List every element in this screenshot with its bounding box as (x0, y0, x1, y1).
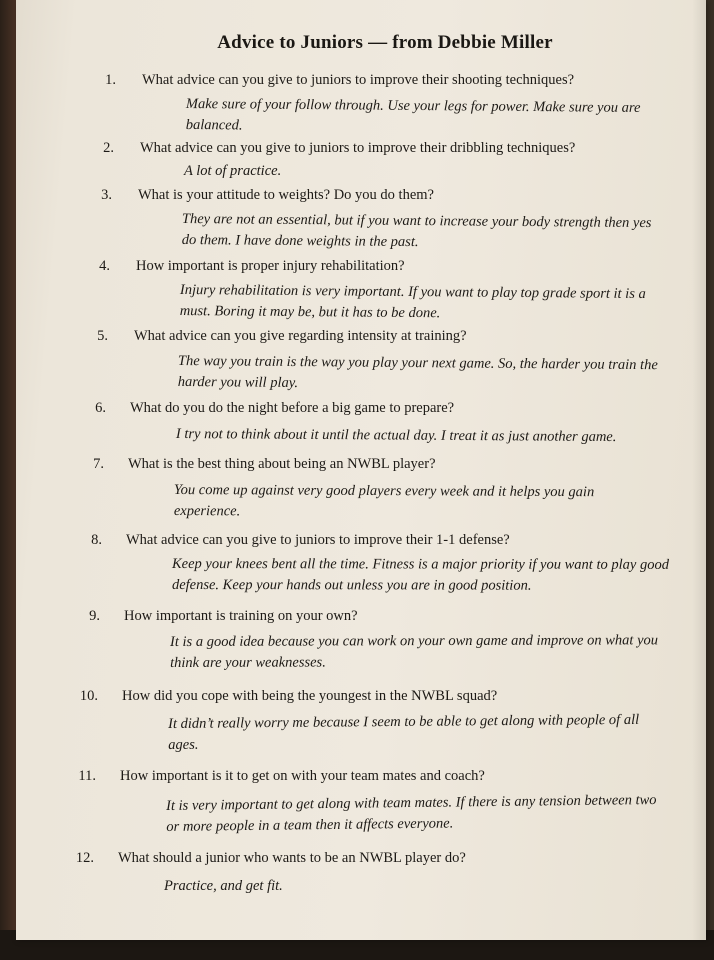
item-number: 11. (78, 768, 96, 784)
question-text: What is the best thing about being an NWBL player? (128, 456, 436, 472)
paper-page (16, 0, 706, 940)
answer-text: I try not to think about it until the actual day. I treat it as just another game. (175, 425, 617, 446)
answer-text: Injury rehabilitation is very important. If you want to play top grade sport it is a must. Boring it may be, but it has to be done. (179, 281, 646, 322)
item-number: 4. (99, 258, 110, 274)
answer-text: They are not an essential, but if you want to increase your body strength then yes do them. I have done weights in the past. (181, 210, 652, 251)
answer-text: Practice, and get fit. (164, 878, 283, 894)
answer-text: The way you train is the way you play your next game. So, the harder you train the harder you will play. (177, 352, 658, 392)
item-number: 8. (91, 532, 102, 548)
question-text: What advice can you give to juniors to improve their dribbling techniques? (140, 140, 576, 156)
question-text: How important is proper injury rehabilitation? (136, 258, 405, 274)
item-number: 3. (101, 187, 112, 203)
question-text: What advice can you give to juniors to improve their 1-1 defense? (126, 532, 510, 548)
question-text: What should a junior who wants to be an NWBL player do? (118, 850, 466, 866)
question-text: What do you do the night before a big game to prepare? (130, 400, 455, 416)
item-number: 12. (75, 850, 94, 866)
item-number: 6. (95, 400, 106, 416)
answer-text: Make sure of your follow through. Use your legs for power. Make sure you are balanced. (185, 95, 641, 134)
page-title: Advice to Juniors — from Debbie Miller (217, 32, 553, 53)
question-text: What is your attitude to weights? Do you do them? (138, 187, 434, 203)
question-text: How important is it to get on with your team mates and coach? (120, 768, 485, 784)
answer-text: It is very important to get along with team mates. If there is any tension between two or more people in a team then it affects everyone. (166, 792, 657, 835)
item-number: 2. (103, 140, 114, 156)
question-text: What advice can you give regarding intensity at training? (134, 328, 467, 344)
question-text: What advice can you give to juniors to improve their shooting techniques? (142, 72, 575, 88)
page-edge-shadow (692, 0, 706, 940)
answer-text: It is a good idea because you can work on your own game and improve on what you think are your weaknesses. (170, 632, 659, 671)
answer-text: You come up against very good players every week and it helps you gain experience. (173, 481, 595, 520)
question-text: How did you cope with being the youngest in the NWBL squad? (122, 688, 498, 704)
answer-text: A lot of practice. (184, 163, 282, 179)
answer-text: It didn’t really worry me because I seem to be able to get along with people of all ages. (168, 711, 640, 753)
item-number: 7. (93, 456, 104, 472)
item-number: 10. (79, 688, 98, 704)
item-number: 5. (97, 328, 108, 344)
question-text: How important is training on your own? (124, 608, 358, 624)
item-number: 9. (89, 608, 100, 624)
item-number: 1. (105, 72, 116, 88)
answer-text: Keep your knees bent all the time. Fitness is a major priority if you want to play good defense. Keep your hands out unless you are in good position. (171, 556, 669, 594)
